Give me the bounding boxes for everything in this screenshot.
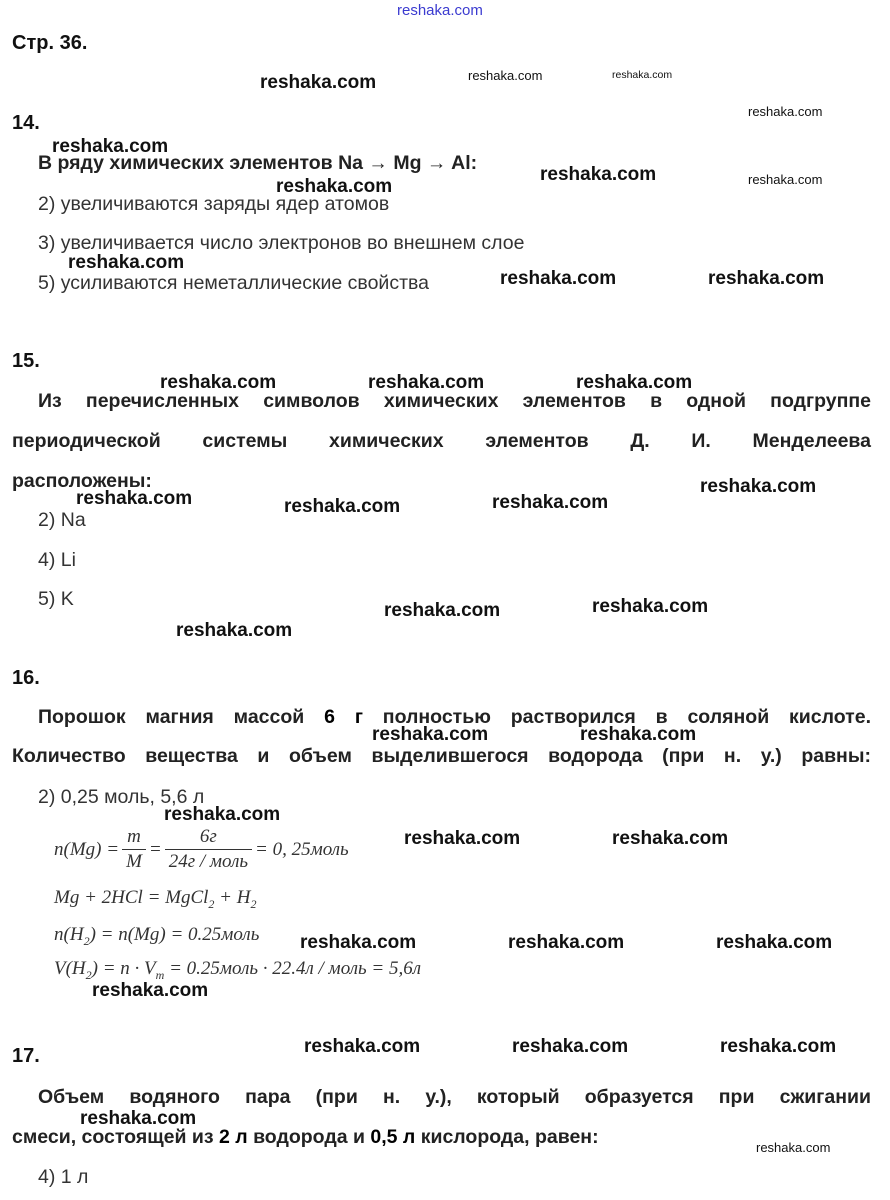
watermark: reshaka.com	[372, 724, 489, 745]
watermark: reshaka.com	[76, 488, 193, 509]
page-label: Стр. 36.	[12, 32, 88, 54]
q17-answer: 4) 1 л	[38, 1166, 89, 1188]
q16-formula-3: $n(H_2) = n(Mg)$ = 0.25моль	[54, 924, 260, 948]
watermark: reshaka.com	[708, 268, 825, 289]
q16-formula-2: Mg + 2HCl = MgCl$_2$ + $H_2$	[54, 887, 257, 911]
q15-question-line-1: Из перечисленных символов химических элементов в одной подгруппе	[38, 390, 871, 412]
watermark: reshaka.com	[748, 172, 823, 187]
q14-number: 14.	[12, 112, 40, 134]
watermark: reshaka.com	[260, 72, 377, 93]
watermark: reshaka.com	[540, 164, 657, 185]
watermark: reshaka.com	[612, 828, 729, 849]
watermark: reshaka.com	[160, 372, 277, 393]
watermark: reshaka.com	[592, 596, 709, 617]
q16-question-line-2: Количество вещества и объем выделившегося водорода (при н. у.) равны:	[12, 745, 871, 767]
watermark: reshaka.com	[384, 600, 501, 621]
q17-question-line-1: Объем водяного пара (при н. у.), который образуется при сжигании	[38, 1086, 871, 1108]
q14-answer-3: 5) усиливаются неметаллические свойства	[38, 272, 429, 294]
q15-question-line-2: периодической системы химических элементов Д. И. Менделеева	[12, 430, 871, 452]
watermark: reshaka.com	[720, 1036, 837, 1057]
q16-answer: 2) 0,25 моль, 5,6 л	[38, 786, 205, 808]
fraction-mass-over-molar: $\frac{6г}{\text{24г / моль}}$	[165, 826, 252, 873]
watermark: reshaka.com	[68, 252, 185, 273]
q16-question-line-1: Порошок магния массой 6 г полностью растворился в соляной кислоте.	[38, 706, 871, 728]
watermark: reshaka.com	[716, 932, 833, 953]
q14-question: В ряду химических элементов Na → Mg → Al:	[38, 152, 478, 174]
watermark: reshaka.com	[576, 372, 693, 393]
q15-answer-3: 5) K	[38, 588, 74, 610]
watermark: reshaka.com	[276, 176, 393, 197]
watermark: reshaka.com	[492, 492, 609, 513]
watermark: reshaka.com	[176, 620, 293, 641]
q14-answer-2: 3) увеличивается число электронов во внешнем слое	[38, 232, 525, 254]
fraction-m-over-M: $\frac{m}{M}$	[122, 826, 146, 873]
q15-answer-1: 2) Na	[38, 509, 86, 531]
watermark: reshaka.com	[500, 268, 617, 289]
watermark: reshaka.com	[508, 932, 625, 953]
watermark: reshaka.com	[468, 68, 543, 83]
top-watermark: reshaka.com	[397, 2, 483, 19]
watermark: reshaka.com	[284, 496, 401, 517]
watermark: reshaka.com	[580, 724, 697, 745]
q15-question-line-3: расположены:	[12, 470, 152, 492]
q16-mass-value: 6 г	[324, 706, 363, 728]
q17-number: 17.	[12, 1045, 40, 1067]
q17-question-line-2: смеси, состоящей из 2 л водорода и 0,5 л кислорода, равен:	[12, 1126, 599, 1148]
watermark: reshaka.com	[52, 136, 169, 157]
q15-number: 15.	[12, 350, 40, 372]
q16-formula-4: $V(H_2) = n \cdot V_m$ = 0.25моль · 22.4л / моль = 5,6л	[54, 958, 422, 982]
q16-formula-1: n(Mg) = $\frac{m}{M}$ = $\frac{6г}{\text{24г / моль}}$ = 0, 25моль	[54, 826, 349, 872]
watermark: reshaka.com	[80, 1108, 197, 1129]
watermark: reshaka.com	[164, 804, 281, 825]
q15-answer-2: 4) Li	[38, 549, 76, 571]
q16-number: 16.	[12, 667, 40, 689]
watermark: reshaka.com	[300, 932, 417, 953]
watermark: reshaka.com	[92, 980, 209, 1001]
watermark: reshaka.com	[368, 372, 485, 393]
watermark: reshaka.com	[748, 104, 823, 119]
watermark: reshaka.com	[304, 1036, 421, 1057]
watermark: reshaka.com	[756, 1140, 831, 1155]
watermark: reshaka.com	[404, 828, 521, 849]
watermark: reshaka.com	[612, 69, 673, 81]
watermark: reshaka.com	[700, 476, 817, 497]
watermark: reshaka.com	[512, 1036, 629, 1057]
q14-answer-1: 2) увеличиваются заряды ядер атомов	[38, 193, 390, 215]
